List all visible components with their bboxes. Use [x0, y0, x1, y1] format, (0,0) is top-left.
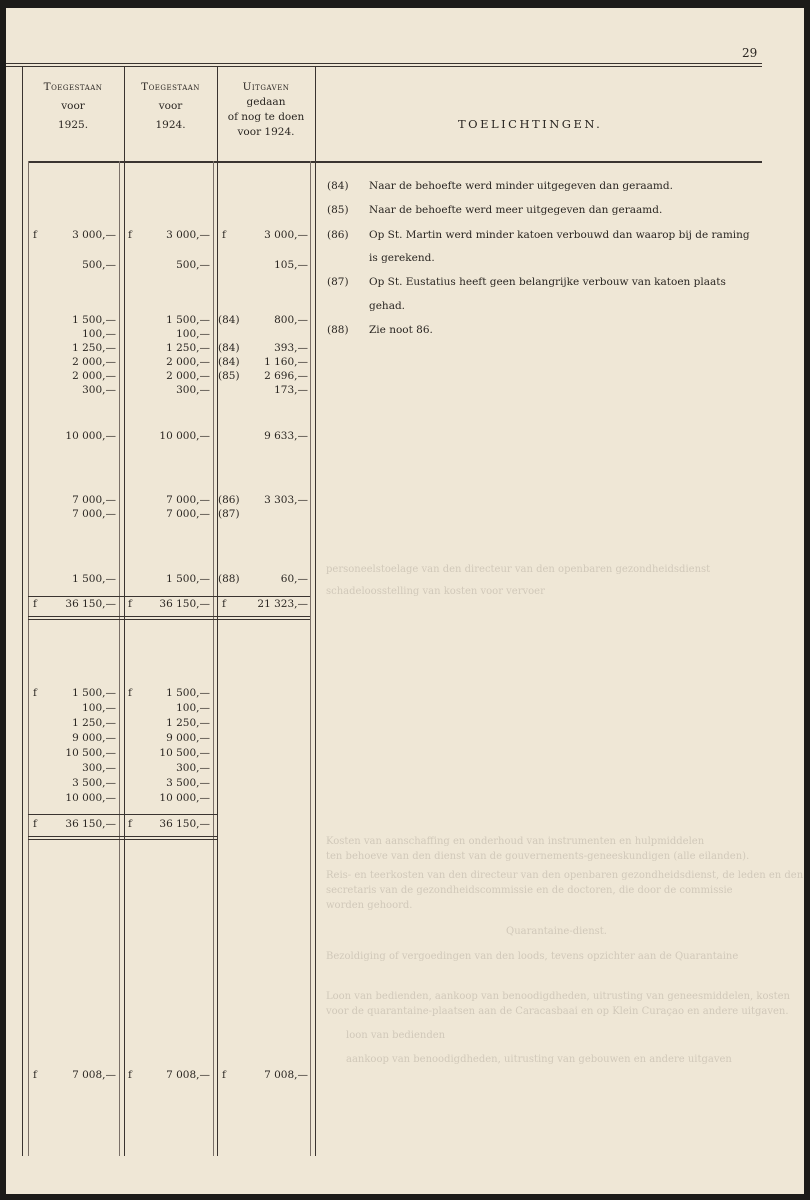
note-text-continued: gehad.: [369, 300, 406, 312]
note-reference: (87): [218, 508, 240, 520]
amount-1924: 3 000,—: [166, 229, 210, 241]
total-rule-2: [28, 839, 218, 840]
amount-uitgaven: 393,—: [274, 342, 308, 354]
amount-1924: 100,—: [176, 702, 210, 714]
page-number: 29: [742, 46, 758, 60]
header-text: gedaan: [246, 96, 286, 108]
column-rule: [217, 66, 218, 1156]
bleed-line: loon van bedienden: [346, 1030, 446, 1041]
header-text: Uitgaven: [242, 81, 290, 93]
amount-1925: 300,—: [82, 762, 116, 774]
amount-uitgaven: 105,—: [274, 259, 308, 271]
amount-1925: 2 000,—: [72, 356, 116, 368]
bleed-line: voor de quarantaine-plaatsen aan de Caracasbaai en op Klein Curaçao en andere uitgaven.: [326, 1006, 789, 1017]
currency-symbol: f: [222, 598, 226, 610]
currency-symbol: f: [222, 229, 226, 241]
amount-1925: 3 500,—: [72, 777, 116, 789]
amount-1925: 3 000,—: [72, 229, 116, 241]
note-number: (84): [327, 180, 349, 192]
header-col-1925: [22, 78, 124, 135]
currency-symbol: f: [33, 229, 37, 241]
bleed-line: ten behoeve van den dienst van de gouvernements-geneeskundigen (alle eilanden).: [326, 851, 750, 862]
note-text: Naar de behoefte werd minder uitgegeven dan geraamd.: [369, 180, 673, 192]
total-rule-2: [28, 619, 310, 620]
note-text: Op St. Eustatius heeft geen belangrijke verbouw van katoen plaats: [369, 276, 726, 288]
currency-symbol: f: [33, 687, 37, 699]
amount-1924: 2 000,—: [166, 370, 210, 382]
amount-1924: 1 250,—: [166, 717, 210, 729]
header-rule-bottom: [28, 161, 762, 163]
amount-1925: 10 000,—: [65, 792, 116, 804]
amount-1925: 100,—: [82, 702, 116, 714]
header-text: 1925.: [57, 119, 89, 131]
subtotal-rule: [28, 814, 218, 815]
amount-1924: 500,—: [176, 259, 210, 271]
amount-1924: 300,—: [176, 762, 210, 774]
amount-uitgaven: 60,—: [280, 573, 308, 585]
note-reference: (85): [218, 370, 240, 382]
amount-1924: 1 500,—: [166, 687, 210, 699]
amount-1924: 10 000,—: [159, 792, 210, 804]
amount-1924: 1 250,—: [166, 342, 210, 354]
amount-1924: 1 500,—: [166, 573, 210, 585]
amount-1925: 7 000,—: [72, 508, 116, 520]
currency-symbol: f: [128, 687, 132, 699]
header-text: voor: [61, 100, 85, 112]
header-rule-top-2: [6, 66, 762, 67]
header-rule-top: [6, 63, 762, 64]
bleed-line: Bezoldiging of vergoedingen van den loods, tevens opzichter aan de Quarantaine: [326, 951, 739, 962]
amount-1925: 1 500,—: [72, 314, 116, 326]
header-text: Toegestaan: [141, 81, 200, 93]
amount-1924: 100,—: [176, 328, 210, 340]
note-number: (85): [327, 204, 349, 216]
note-reference: (86): [218, 494, 240, 506]
bottom-uitgaven: 7 008,—: [264, 1069, 308, 1081]
currency-symbol: f: [128, 229, 132, 241]
amount-1925: 100,—: [82, 328, 116, 340]
subtotal-rule: [28, 596, 310, 597]
note-text-continued: is gerekend.: [369, 252, 435, 264]
total-rule: [28, 836, 218, 837]
amount-uitgaven: 800,—: [274, 314, 308, 326]
note-reference: (84): [218, 314, 240, 326]
amount-1925: 9 000,—: [72, 732, 116, 744]
bottom-1925: 7 008,—: [72, 1069, 116, 1081]
note-number: (86): [327, 229, 349, 241]
header-text: Toegestaan: [43, 81, 103, 93]
bleed-line: aankoop van benoodigdheden, uitrusting van gebouwen en andere uitgaven: [346, 1054, 732, 1065]
total-uitgaven: 21 323,—: [257, 598, 308, 610]
note-number: (87): [327, 276, 349, 288]
amount-1925: 1 500,—: [72, 573, 116, 585]
bleed-line: Kosten van aanschaffing en onderhoud van instrumenten en hulpmiddelen: [326, 836, 705, 847]
header-text: voor 1924.: [237, 126, 295, 138]
column-rule: [28, 161, 29, 1156]
bleed-line: worden gehoord.: [326, 900, 413, 911]
document-page: [6, 8, 804, 1194]
column-rule: [310, 161, 311, 1156]
header-text: 1924.: [155, 119, 186, 131]
currency-symbol: f: [33, 598, 37, 610]
amount-1924: 9 000,—: [166, 732, 210, 744]
total-1924: 36 150,—: [159, 598, 210, 610]
header-col-1924: [124, 78, 217, 135]
note-text: Zie noot 86.: [369, 324, 433, 336]
total-rule: [28, 616, 310, 617]
column-rule: [124, 66, 125, 1156]
amount-1924: 7 000,—: [166, 508, 210, 520]
amount-1924: 10 000,—: [159, 430, 210, 442]
column-rule: [119, 161, 120, 1156]
total-1924: 36 150,—: [159, 818, 210, 830]
currency-symbol: f: [33, 818, 37, 830]
amount-1925: 7 000,—: [72, 494, 116, 506]
header-text: of nog te doen: [227, 111, 305, 123]
amount-1925: 300,—: [82, 384, 116, 396]
amount-1924: 1 500,—: [166, 314, 210, 326]
amount-1924: 300,—: [176, 384, 210, 396]
bleed-line: personeelstoelage van den directeur van den openbaren gezondheidsdienst: [326, 564, 711, 575]
header-toelichtingen: TOELICHTINGEN.: [458, 117, 603, 131]
currency-symbol: f: [128, 1069, 132, 1081]
note-text: Naar de behoefte werd meer uitgegeven dan geraamd.: [369, 204, 663, 216]
amount-1925: 10 000,—: [65, 430, 116, 442]
column-rule: [213, 161, 214, 1156]
currency-symbol: f: [128, 818, 132, 830]
amount-uitgaven: 173,—: [274, 384, 308, 396]
bleed-line: secretaris van de gezondheidscommissie en de doctoren, die door de commissie: [326, 885, 733, 896]
note-reference: (84): [218, 356, 240, 368]
note-reference: (88): [218, 573, 240, 585]
header-col-uitgaven: [217, 80, 315, 140]
header-text: voor: [158, 100, 183, 112]
amount-1924: 10 500,—: [159, 747, 210, 759]
note-reference: (84): [218, 342, 240, 354]
bleed-line: Quarantaine-dienst.: [506, 926, 607, 937]
column-rule: [315, 66, 316, 1156]
bleed-line: Loon van bedienden, aankoop van benoodigdheden, uitrusting van geneesmiddelen, kosten: [326, 991, 790, 1002]
amount-uitgaven: 3 303,—: [264, 494, 308, 506]
amount-1924: 3 500,—: [166, 777, 210, 789]
amount-1925: 10 500,—: [65, 747, 116, 759]
bleed-line: Reis- en teerkosten van den directeur van den openbaren gezondheidsdienst, de leden en den: [326, 870, 804, 881]
total-1925: 36 150,—: [65, 818, 116, 830]
bleed-line: schadeloosstelling van kosten voor vervoer: [326, 586, 545, 597]
note-number: (88): [327, 324, 349, 336]
currency-symbol: f: [222, 1069, 226, 1081]
amount-1925: 2 000,—: [72, 370, 116, 382]
amount-1924: 7 000,—: [166, 494, 210, 506]
amount-uitgaven: 2 696,—: [264, 370, 308, 382]
bottom-1924: 7 008,—: [166, 1069, 210, 1081]
note-text: Op St. Martin werd minder katoen verbouwd dan waarop bij de raming: [369, 229, 750, 241]
amount-1925: 1 250,—: [72, 717, 116, 729]
currency-symbol: f: [128, 598, 132, 610]
total-1925: 36 150,—: [65, 598, 116, 610]
amount-uitgaven: 1 160,—: [264, 356, 308, 368]
currency-symbol: f: [33, 1069, 37, 1081]
column-rule: [22, 66, 23, 1156]
amount-1924: 2 000,—: [166, 356, 210, 368]
amount-1925: 1 250,—: [72, 342, 116, 354]
amount-1925: 500,—: [82, 259, 116, 271]
amount-uitgaven: 9 633,—: [264, 430, 308, 442]
amount-uitgaven: 3 000,—: [264, 229, 308, 241]
amount-1925: 1 500,—: [72, 687, 116, 699]
